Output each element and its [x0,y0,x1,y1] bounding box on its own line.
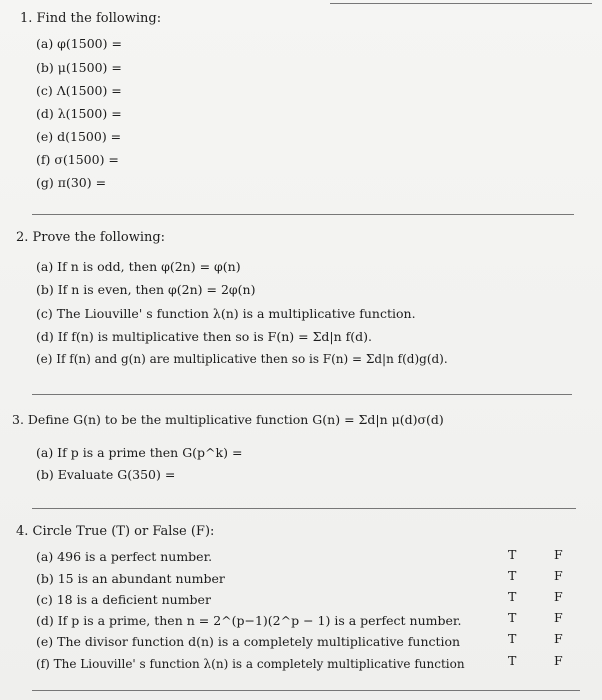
q4-a-true-option[interactable]: T [508,547,517,562]
q2-item-e: (e) If f(n) and g(n) are multiplicative then so is F(n) = Σd|n f(d)g(d). [36,352,448,366]
q1-item-e: (e) d(1500) = [36,129,122,144]
q4-c-false-option[interactable]: F [554,589,563,604]
q4-b-false-option[interactable]: F [554,568,563,583]
q2-item-a: (a) If n is odd, then φ(2n) = φ(n) [36,259,241,274]
q2-item-b: (b) If n is even, then φ(2n) = 2φ(n) [36,282,256,297]
q3-item-b: (b) Evaluate G(350) = [36,467,176,482]
q2-item-d: (d) If f(n) is multiplicative then so is F(n) = Σd|n f(d). [36,329,373,344]
q1-item-d: (d) λ(1500) = [36,106,122,121]
q1-item-a: (a) φ(1500) = [36,36,122,51]
q4-heading: 4. Circle True (T) or False (F): [16,524,215,539]
q2-item-c: (c) The Liouville' s function λ(n) is a multiplicative function. [36,306,416,321]
q4-c-true-option[interactable]: T [508,589,517,604]
q1-item-f: (f) σ(1500) = [36,152,119,167]
q1-item-g: (g) π(30) = [36,175,107,190]
q4-item-c: (c) 18 is a deficient number [36,592,211,607]
divider-3 [32,508,576,509]
q4-item-d: (d) If p is a prime, then n = 2^(p−1)(2^p − 1) is a perfect number. [36,613,462,628]
q4-item-b: (b) 15 is an abundant number [36,571,225,586]
q1-heading: 1. Find the following: [20,11,162,26]
q4-b-true-option[interactable]: T [508,568,517,583]
q4-item-f: (f) The Liouville' s function λ(n) is a completely multiplicative function [36,657,465,671]
q4-e-true-option[interactable]: T [508,631,517,646]
q4-a-false-option[interactable]: F [554,547,563,562]
q1-item-b: (b) μ(1500) = [36,60,122,75]
divider-1 [32,214,574,215]
divider-top [330,3,592,4]
q4-f-false-option[interactable]: F [554,653,563,668]
divider-bottom [32,690,580,691]
q4-e-false-option[interactable]: F [554,631,563,646]
q3-heading: 3. Define G(n) to be the multiplicative function G(n) = Σd|n μ(d)σ(d) [12,412,444,427]
q3-item-a: (a) If p is a prime then G(p^k) = [36,445,243,460]
q4-f-true-option[interactable]: T [508,653,517,668]
q4-d-false-option[interactable]: F [554,610,563,625]
divider-2 [32,394,572,395]
q4-item-e: (e) The divisor function d(n) is a completely multiplicative function [36,634,461,649]
q4-item-a: (a) 496 is a perfect number. [36,549,213,564]
q1-item-c: (c) Λ(1500) = [36,83,122,98]
q2-heading: 2. Prove the following: [16,230,166,245]
q4-d-true-option[interactable]: T [508,610,517,625]
